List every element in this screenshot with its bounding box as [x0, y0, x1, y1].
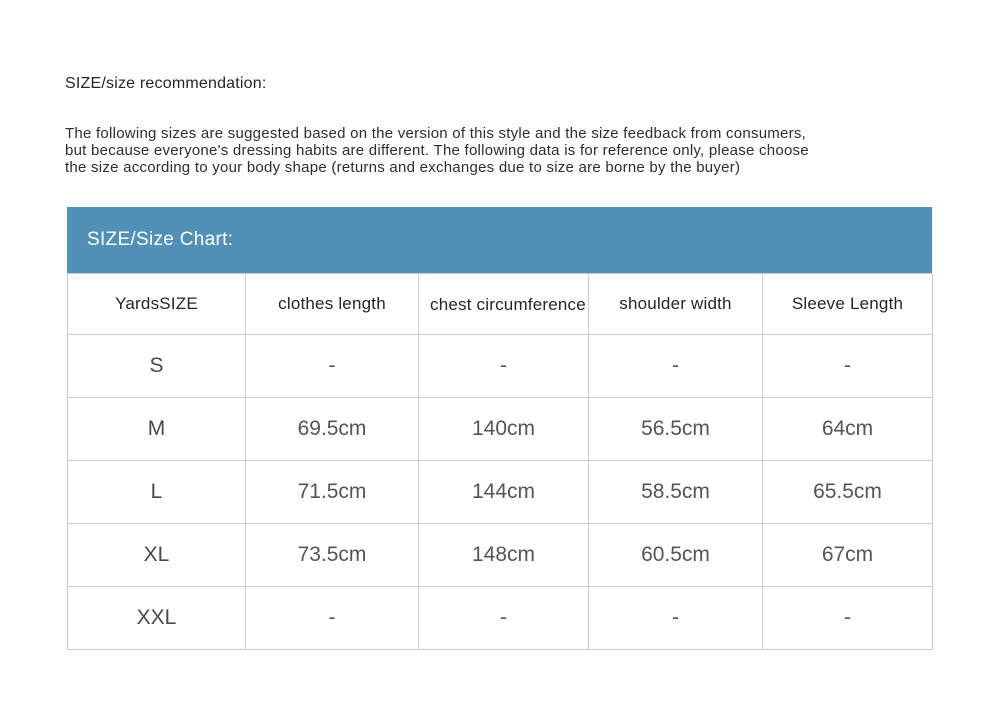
disclaimer-line: the size according to your body shape (returns and exchanges due to size are borne by the buyer) — [65, 159, 741, 176]
size-label: XXL — [68, 587, 246, 650]
size-recommendation-heading: SIZE/size recommendation: — [65, 75, 267, 92]
chest-circumference-value: 144cm — [419, 461, 589, 524]
disclaimer-line: The following sizes are suggested based on the version of this style and the size feedback from consumers, — [65, 125, 807, 142]
sleeve-length-value: 64cm — [763, 398, 933, 461]
disclaimer-line: but because everyone's dressing habits are different. The following data is for reference only, please choose — [65, 142, 809, 159]
size-label: XL — [68, 524, 246, 587]
column-header-chest-circumference: chest circumference — [419, 274, 589, 335]
shoulder-width-value: - — [589, 587, 763, 650]
table-row-l — [68, 461, 933, 524]
chest-circumference-value: 140cm — [419, 398, 589, 461]
size-label: L — [68, 461, 246, 524]
shoulder-width-value: 56.5cm — [589, 398, 763, 461]
shoulder-width-value: 60.5cm — [589, 524, 763, 587]
table-row-xl — [68, 524, 933, 587]
table-row-xxl — [68, 587, 933, 650]
shoulder-width-value: - — [589, 335, 763, 398]
size-label: S — [68, 335, 246, 398]
size-table — [67, 273, 933, 650]
table-row-m — [68, 398, 933, 461]
size-table-header-row — [68, 274, 933, 335]
size-label: M — [68, 398, 246, 461]
column-header-size: YardsSIZE — [68, 274, 246, 335]
sleeve-length-value: - — [763, 335, 933, 398]
size-chart-title: SIZE/Size Chart: — [87, 229, 234, 250]
clothes-length-value: 71.5cm — [246, 461, 419, 524]
sleeve-length-value: - — [763, 587, 933, 650]
chest-circumference-value: 148cm — [419, 524, 589, 587]
chest-circumference-value: - — [419, 587, 589, 650]
clothes-length-value: 73.5cm — [246, 524, 419, 587]
clothes-length-value: - — [246, 335, 419, 398]
sleeve-length-value: 65.5cm — [763, 461, 933, 524]
column-header-clothes-length: clothes length — [246, 274, 419, 335]
size-chart-section — [67, 207, 932, 650]
clothes-length-value: - — [246, 587, 419, 650]
size-disclaimer-paragraph — [65, 125, 809, 176]
chest-circumference-value: - — [419, 335, 589, 398]
sleeve-length-value: 67cm — [763, 524, 933, 587]
table-row-s — [68, 335, 933, 398]
column-header-shoulder-width: shoulder width — [589, 274, 763, 335]
clothes-length-value: 69.5cm — [246, 398, 419, 461]
shoulder-width-value: 58.5cm — [589, 461, 763, 524]
size-chart-banner — [67, 207, 932, 273]
column-header-sleeve-length: Sleeve Length — [763, 274, 933, 335]
